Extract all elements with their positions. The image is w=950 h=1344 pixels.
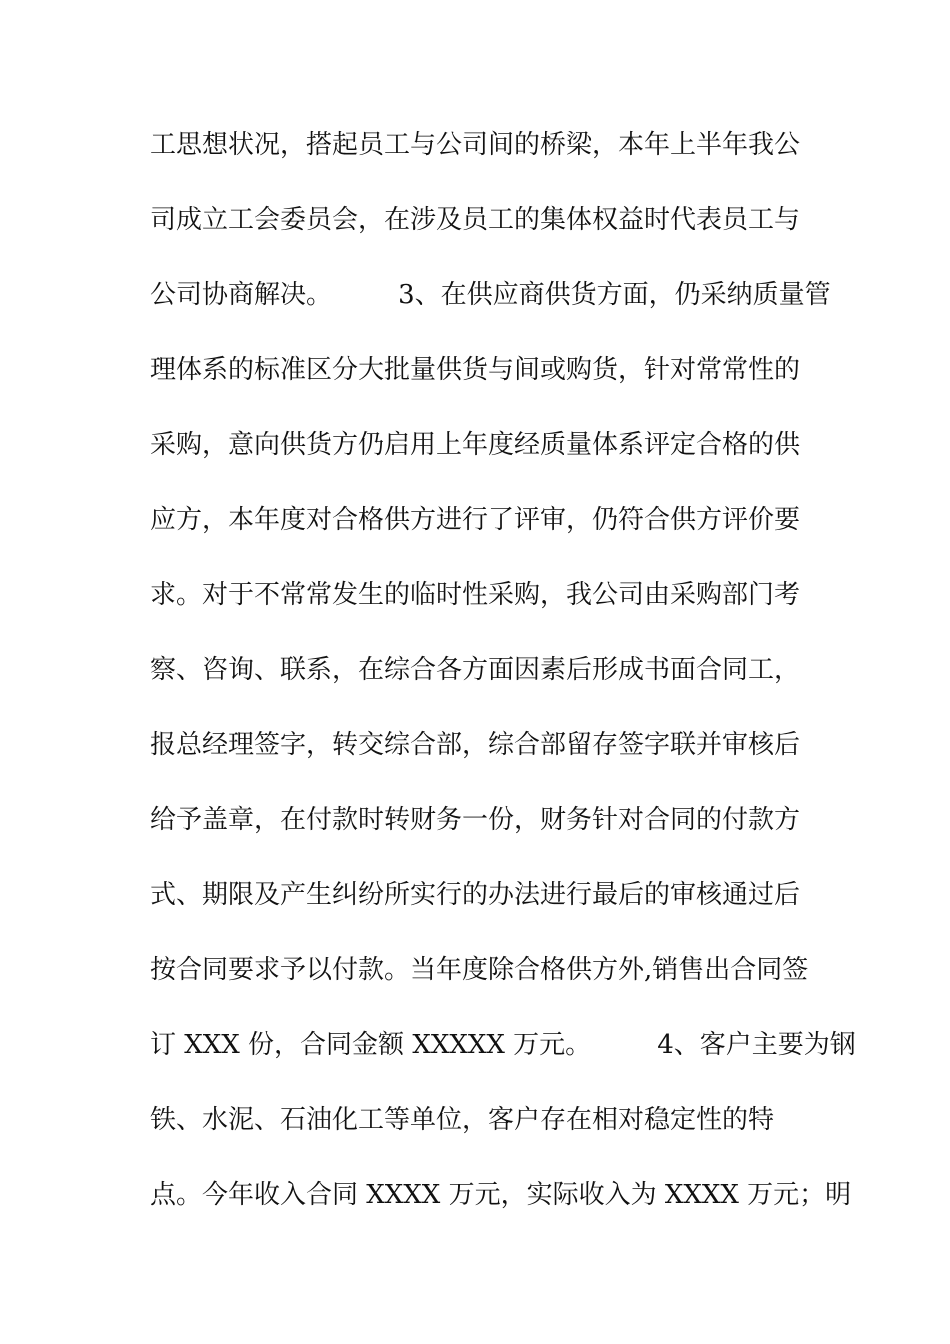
text-line-14: 铁、水泥、石油化工等单位，客户存在相对稳定性的特 xyxy=(150,1105,775,1135)
body-text xyxy=(150,128,856,1253)
text-line-3: 公司协商解决。 3、在供应商供货方面，仍采纳质量管 xyxy=(150,280,831,310)
text-line-7: 求。对于不常常发生的临时性采购，我公司由采购部门考 xyxy=(150,580,801,610)
text-line-15: 点。今年收入合同 XXXX 万元，实际收入为 XXXX 万元；明 xyxy=(150,1180,852,1210)
text-line-4: 理体系的标准区分大批量供货与间或购货，针对常常性的 xyxy=(150,355,801,385)
text-line-8: 察、咨询、联系，在综合各方面因素后形成书面合同工， xyxy=(150,655,801,685)
text-line-12: 按合同要求予以付款。当年度除合格供方外,销售出合同签 xyxy=(150,955,809,985)
text-line-9: 报总经理签字，转交综合部，综合部留存签字联并审核后 xyxy=(150,730,801,760)
text-line-10: 给予盖章，在付款时转财务一份，财务针对合同的付款方 xyxy=(150,805,801,835)
text-line-5: 采购，意向供货方仍启用上年度经质量体系评定合格的供 xyxy=(150,430,801,460)
text-line-6: 应方，本年度对合格供方进行了评审，仍符合供方评价要 xyxy=(150,505,801,535)
text-line-13: 订 XXX 份，合同金额 XXXXX 万元。 4、客户主要为钢 xyxy=(150,1030,856,1060)
text-line-2: 司成立工会委员会，在涉及员工的集体权益时代表员工与 xyxy=(150,205,801,235)
text-line-1: 工思想状况，搭起员工与公司间的桥梁，本年上半年我公 xyxy=(150,130,801,160)
text-line-11: 式、期限及产生纠纷所实行的办法进行最后的审核通过后 xyxy=(150,880,801,910)
